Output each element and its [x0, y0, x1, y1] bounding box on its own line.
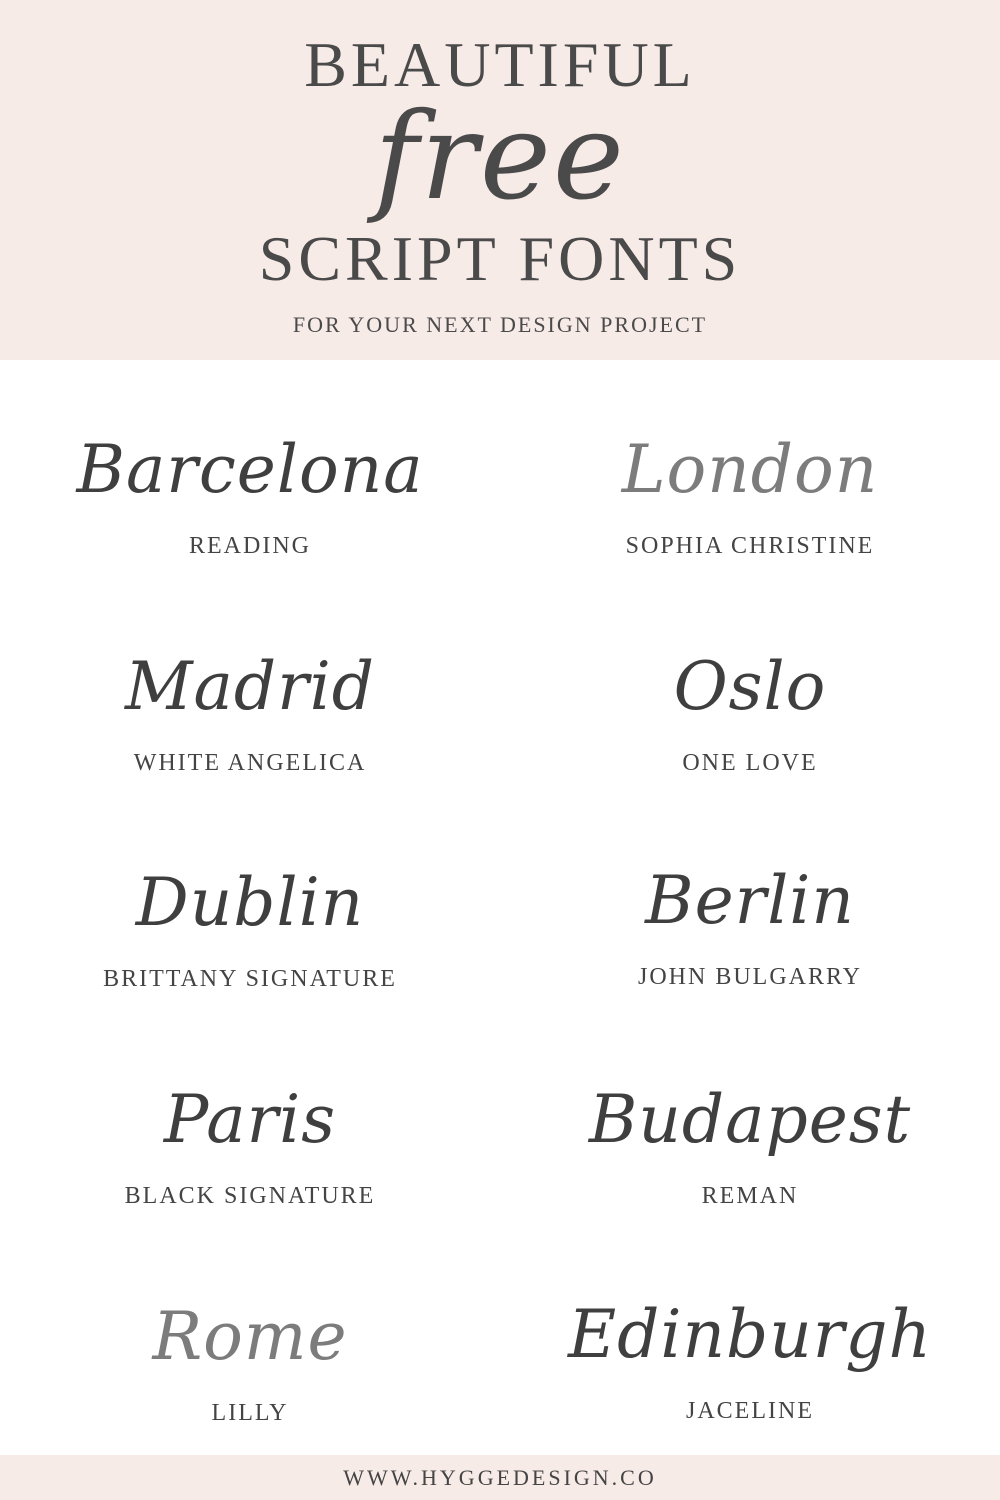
font-sample-budapest	[500, 1065, 1000, 1210]
font-sample-oslo	[500, 632, 1000, 777]
city-sample: Paris	[163, 1081, 337, 1158]
city-sample: Oslo	[673, 648, 827, 725]
city-sample: Edinburgh	[567, 1296, 933, 1373]
font-name-label: JACELINE	[686, 1398, 814, 1424]
font-sample-rome	[0, 1282, 500, 1427]
font-sample-dublin	[0, 848, 500, 993]
title-beautiful: BEAUTIFUL	[304, 29, 696, 100]
font-name-label: SOPHIA CHRISTINE	[625, 533, 875, 559]
font-name-label: READING	[189, 533, 311, 559]
font-sample-berlin	[500, 846, 1000, 991]
font-name-label: JOHN BULGARRY	[637, 964, 863, 990]
font-sample-madrid	[0, 632, 500, 777]
city-sample: Budapest	[588, 1081, 912, 1158]
font-name-label: BRITTANY SIGNATURE	[103, 966, 397, 992]
city-sample: London	[621, 431, 879, 508]
font-name-label: LILLY	[211, 1400, 289, 1426]
font-name-label: ONE LOVE	[682, 750, 818, 776]
font-sample-edinburgh	[500, 1280, 1000, 1425]
header-banner	[0, 0, 1000, 360]
font-sample-london	[500, 415, 1000, 560]
font-grid	[0, 360, 1000, 1455]
title-script-fonts: SCRIPT FONTS	[258, 223, 742, 294]
city-sample: Barcelona	[76, 431, 424, 508]
font-name-label: BLACK SIGNATURE	[124, 1183, 376, 1209]
subtitle: FOR YOUR NEXT DESIGN PROJECT	[292, 312, 708, 337]
font-sample-barcelona	[0, 415, 500, 560]
font-sample-paris	[0, 1065, 500, 1210]
city-sample: Madrid	[124, 648, 376, 725]
font-name-label: WHITE ANGELICA	[133, 750, 367, 776]
footer-url[interactable]: WWW.HYGGEDESIGN.CO	[0, 1455, 1000, 1500]
title-free: free	[374, 88, 626, 227]
city-sample: Dublin	[135, 864, 365, 941]
city-sample: Rome	[152, 1298, 348, 1375]
font-name-label: REMAN	[701, 1183, 799, 1209]
city-sample: Berlin	[645, 862, 855, 939]
